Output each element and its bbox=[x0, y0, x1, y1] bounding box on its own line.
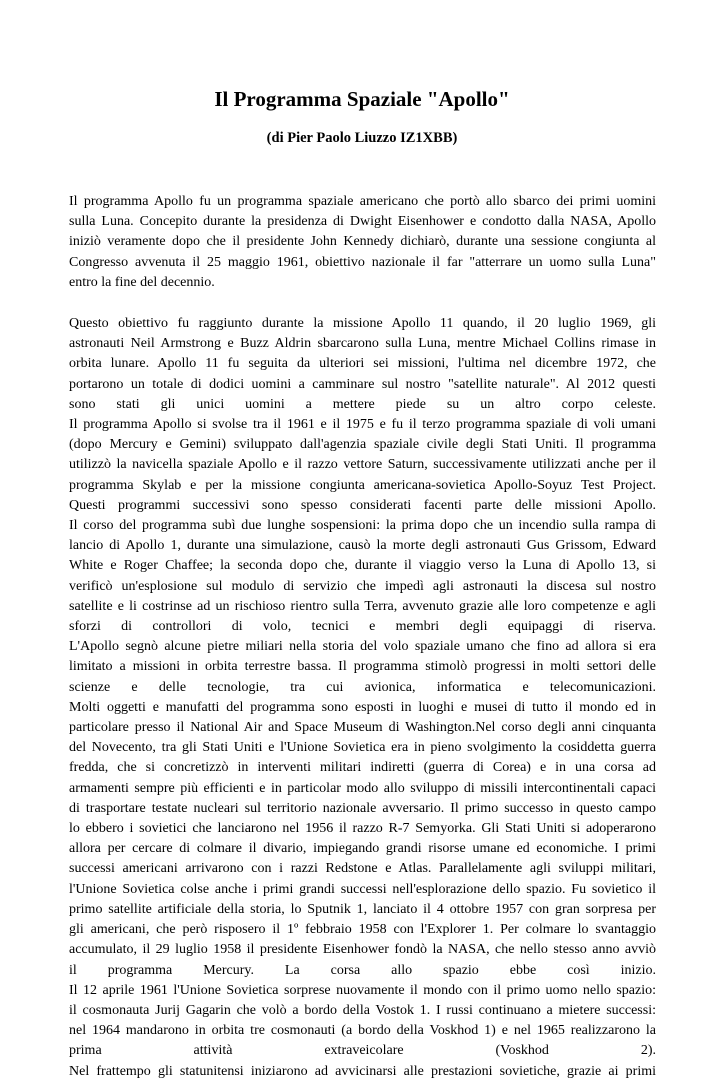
text-line: Questi programmi successivi sono spesso considerati facenti parte delle missioni Apollo. bbox=[69, 497, 656, 513]
text-line: lancio di Apollo 1, durante una simulazione, causò la morte degli astronauti Gus Grissom, Edward bbox=[69, 538, 656, 554]
text-line: programma Skylab e per la missione congiunta americana-sovietica Apollo-Soyuz Test Project. bbox=[69, 477, 656, 493]
text-line: il cosmonauta Jurij Gagarin che volò a bordo della Vostok 1. I russi continuano a mietere successi: bbox=[69, 1002, 656, 1018]
text-line: primo satellite artificiale della storia, lo Sputnik 1, lanciato il 4 ottobre 1957 con gran sorpresa per bbox=[69, 901, 656, 917]
text-line: White e Roger Chaffee; la seconda dopo che, durante il viaggio verso la Luna di Apollo 13, si bbox=[69, 558, 656, 574]
text-line: Il programma Apollo fu un programma spaziale americano che portò allo sbarco dei primi uomini bbox=[69, 194, 656, 209]
text-line: lo ebbero i sovietici che lanciarono nel 1956 il razzo R-7 Semyorka. Gli Stati Uniti si adoperarono bbox=[69, 821, 656, 837]
text-line: L'Apollo segnò alcune pietre miliari nella storia del volo spaziale umano che fino ad allora si era bbox=[69, 639, 656, 655]
paragraph-intro bbox=[69, 192, 656, 293]
document-subtitle: (di Pier Paolo Liuzzo IZ1XBB) bbox=[266, 130, 458, 146]
text-line: allora per cercare di colmare il divario, impiegando grandi risorse umane ed economiche. I primi bbox=[69, 841, 656, 857]
paragraph-main bbox=[69, 314, 656, 1082]
document-title: Il Programma Spaziale "Apollo" bbox=[214, 87, 510, 111]
text-line: gli americani, che però risposero il 1º febbraio 1958 con l'Explorer 1. Per colmare lo svantaggio bbox=[69, 922, 656, 938]
text-line: iniziò veramente dopo che il presidente John Kennedy dichiarò, durante una sessione congiunta al bbox=[69, 234, 656, 250]
text-line: (dopo Mercury e Gemini) sviluppato dall'agenzia spaziale civile degli Stati Uniti. Il programma bbox=[69, 437, 656, 453]
text-line: orbita lunare. Apollo 11 fu seguita da ulteriori sei missioni, l'ultima nel dicembre 1972, che bbox=[69, 356, 656, 372]
text-line: sforzi di controllori di volo, tecnici e membri degli equipaggi di riserva. bbox=[69, 619, 656, 635]
text-line: utilizzò la navicella spaziale Apollo e il razzo vettore Saturn, successivamente utilizzati anche per il bbox=[69, 457, 656, 473]
text-line: fredda, che si concretizzò in interventi militari indiretti (guerra di Corea) e in una corsa ad bbox=[69, 760, 656, 776]
text-line: sulla Luna. Concepito durante la presidenza di Dwight Eisenhower e condotto dalla NASA, Apollo bbox=[69, 214, 656, 230]
text-line: satellite e li costrinse ad un rischioso rientro sulla Terra, avvenuto grazie alle loro competenze e agli bbox=[69, 598, 656, 614]
text-line: Molti oggetti e manufatti del programma sono esposti in luoghi e musei di tutto il mondo ed in bbox=[69, 699, 656, 715]
text-line: del Novecento, tra gli Stati Uniti e l'Unione Sovietica era in pieno svolgimento la cosiddetta guerra bbox=[69, 740, 656, 756]
text-line: di trasportare testate nucleari sul territorio nazionale avversario. Il primo successo in questo campo bbox=[69, 800, 656, 816]
text-line: Il 12 aprile 1961 l'Unione Sovietica sorprese nuovamente il mondo con il primo uomo nello spazio: bbox=[69, 982, 656, 998]
text-line: nel 1964 mandarono in orbita tre cosmonauti (a bordo della Voskhod 1) e nel 1965 realizzarono la bbox=[69, 1023, 656, 1039]
text-line: portarono un totale di dodici uomini a camminare sul nostro "satellite naturale". Al 2012 questi bbox=[69, 376, 656, 392]
text-line: astronauti Neil Armstrong e Buzz Aldrin sbarcarono sulla Luna, mentre Michael Collins rimase in bbox=[69, 336, 656, 352]
text-line: Il programma Apollo si svolse tra il 1961 e il 1975 e fu il terzo programma spaziale di voli umani bbox=[69, 417, 656, 433]
text-line: Il corso del programma subì due lunghe sospensioni: la prima dopo che un incendio sulla rampa di bbox=[69, 518, 656, 534]
text-line: successi americani arrivarono con i razzi Redstone e Atlas. Parallelamente agli sviluppi militari, bbox=[69, 861, 656, 877]
text-line: Questo obiettivo fu raggiunto durante la missione Apollo 11 quando, il 20 luglio 1969, gli bbox=[69, 316, 656, 331]
text-line: Nel frattempo gli statunitensi iniziarono ad avvicinarsi alle prestazioni sovietiche, grazie ai primi bbox=[69, 1063, 656, 1079]
text-line: l'Unione Sovietica colse anche i primi grandi successi nell'esplorazione dello spazio. Fu sovietico il bbox=[69, 881, 656, 897]
text-line: scienze e delle tecnologie, tra cui avionica, informatica e telecomunicazioni. bbox=[69, 679, 656, 695]
text-line: armamenti sempre più efficienti e in particolar modo allo sviluppo di missili intercontinentali capaci bbox=[69, 780, 656, 796]
text-line: sono stati gli unici uomini a mettere piede su un altro corpo celeste. bbox=[69, 396, 656, 412]
text-line: prima attività extraveicolare (Voskhod 2). bbox=[69, 1043, 656, 1059]
text-line: accumulato, il 29 luglio 1958 il presidente Eisenhower fondò la NASA, che nello stesso anno avviò bbox=[69, 942, 656, 958]
text-line: particolare presso il National Air and Space Museum di Washington.Nel corso degli anni cinquanta bbox=[69, 720, 656, 736]
text-line: limitato a missioni in orbita terrestre bassa. Il programma stimolò progressi in molti settori delle bbox=[69, 659, 656, 675]
text-line: Congresso avvenuta il 25 maggio 1961, obiettivo nazionale il far "atterrare un uomo sulla Luna" bbox=[69, 254, 656, 270]
text-line: entro la fine del decennio. bbox=[69, 274, 215, 290]
text-line: il programma Mercury. La corsa allo spazio ebbe così inizio. bbox=[69, 962, 656, 978]
text-line: verificò un'esplosione sul modulo di servizio che impedì agli astronauti la discesa sul nostro bbox=[69, 578, 656, 594]
